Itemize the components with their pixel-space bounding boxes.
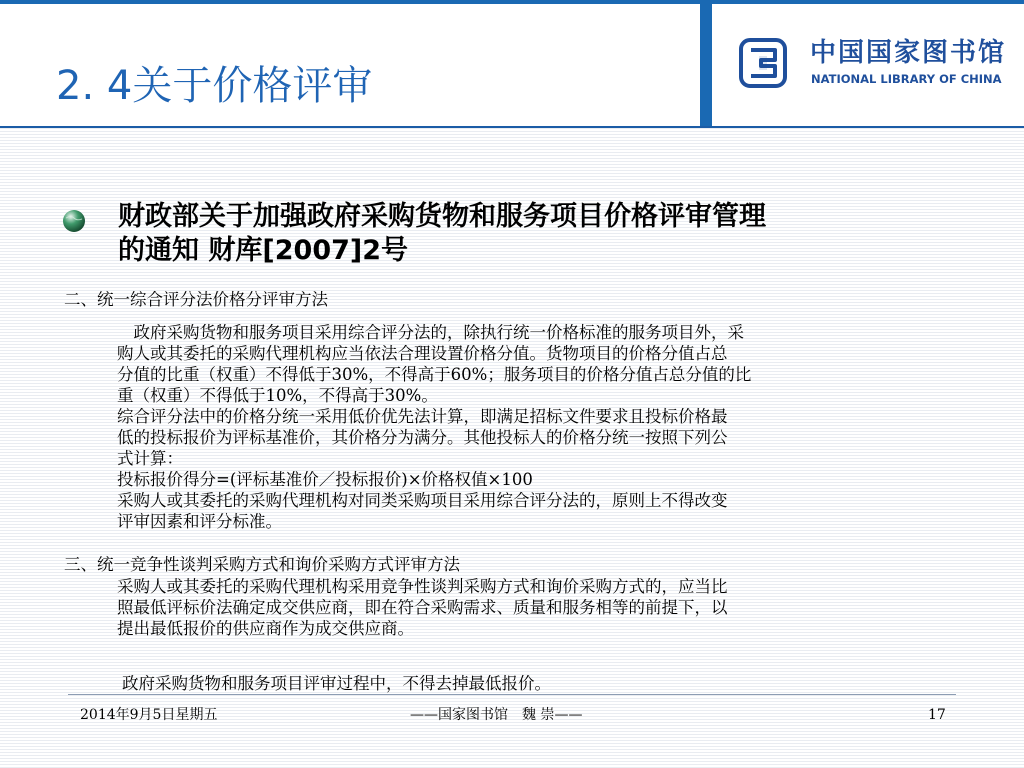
paragraph-line: 购人或其委托的采购代理机构应当依法合理设置价格分值。货物项目的价格分值占总 — [117, 344, 728, 363]
slide-title: 2. 4关于价格评审 — [56, 63, 373, 109]
closing-note: 政府采购货物和服务项目评审过程中，不得去掉最低报价。 — [122, 674, 551, 693]
header-rule — [0, 126, 1024, 128]
footer-presenter: ——国家图书馆 魏 崇—— — [410, 707, 583, 723]
logo-chinese-name: 中国国家图书馆 — [810, 38, 1007, 68]
paragraph-line: 照最低评标价法确定成交供应商，即在符合采购需求、质量和服务相等的前提下，以 — [117, 598, 728, 617]
section-3-heading: 三、统一竞争性谈判采购方式和询价采购方式评审方法 — [64, 555, 460, 574]
paragraph-line: 低的投标报价为评标基准价，其价格分为满分。其他投标人的价格分统一按照下列公 — [117, 428, 728, 447]
paragraph-line: 评审因素和评分标准。 — [117, 512, 282, 531]
footer-rule — [68, 694, 956, 695]
section-3-body — [117, 576, 977, 639]
globe-bullet-icon — [62, 209, 86, 233]
paragraph-line: 重（权重）不得低于10%，不得高于30%。 — [117, 386, 438, 405]
paragraph-line: 式计算： — [117, 449, 183, 468]
section-2-heading: 二、统一综合评分法价格分评审方法 — [64, 290, 328, 309]
logo-english-name: NATIONAL LIBRARY OF CHINA — [811, 72, 1002, 86]
page-number: 17 — [928, 707, 946, 723]
footer-date: 2014年9月5日星期五 — [80, 707, 218, 723]
paragraph-line: 政府采购货物和服务项目采用综合评分法的，除执行统一价格标准的服务项目外，采 — [117, 323, 744, 342]
paragraph-line: 采购人或其委托的采购代理机构采用竞争性谈判采购方式和询价采购方式的，应当比 — [117, 577, 728, 596]
library-seal-icon — [739, 38, 787, 88]
paragraph-line: 分值的比重（权重）不得低于30%，不得高于60%；服务项目的价格分值占总分值的比 — [117, 365, 752, 384]
section-2-body — [117, 322, 977, 532]
bullet-heading — [118, 200, 988, 268]
paragraph-line: 综合评分法中的价格分统一采用低价优先法计算，即满足招标文件要求且投标价格最 — [117, 407, 728, 426]
paragraph-line: 提出最低报价的供应商作为成交供应商。 — [117, 619, 414, 638]
formula-line: 投标报价得分=(评标基准价／投标报价)×价格权值×100 — [117, 470, 533, 489]
bullet-heading-line: 的通知 财库[2007]2号 — [118, 235, 409, 266]
paragraph-line: 采购人或其委托的采购代理机构对同类采购项目采用综合评分法的，原则上不得改变 — [117, 491, 728, 510]
bullet-heading-line: 财政部关于加强政府采购货物和服务项目价格评审管理 — [118, 201, 766, 232]
